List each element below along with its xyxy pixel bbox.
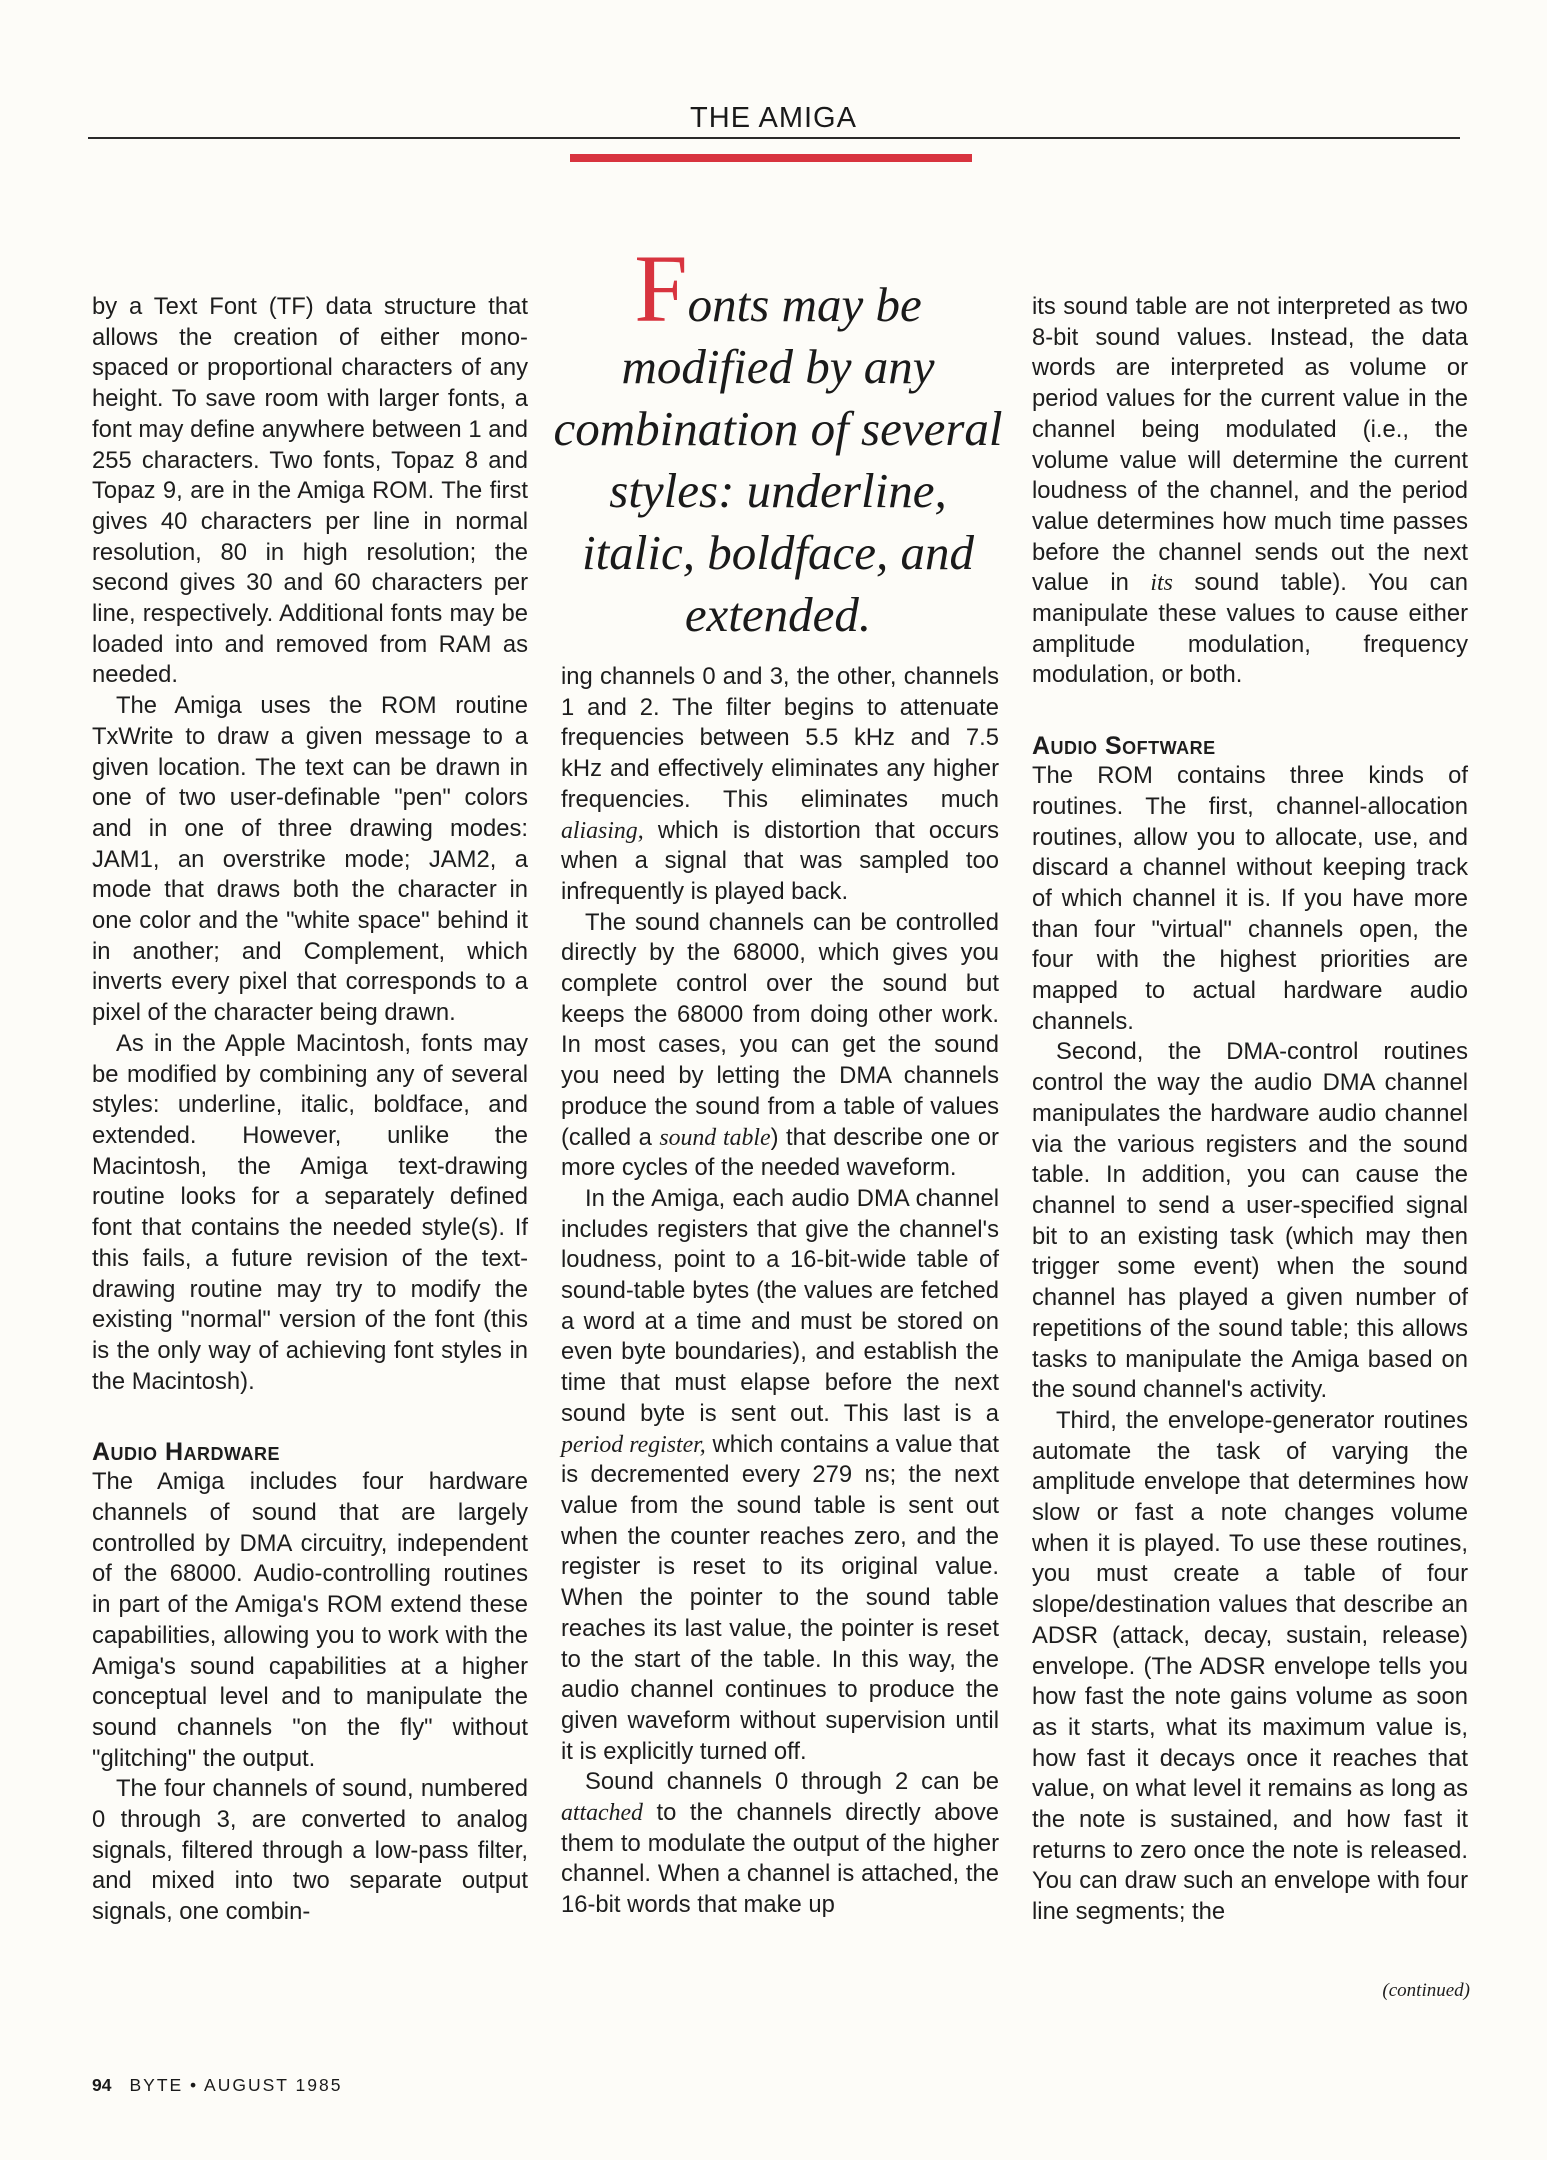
col3-p1-text: its sound table are not interpreted as two 8-bit sound values. Instead, the data words are interpreted as volume or period values for the current value in the channel being modulated (i.e., the volume value will determine the current loudness of the channel, and the period value determines how much time passes before the channel sends out the next value in — [1032, 293, 1468, 597]
col1-paragraph-3: As in the Apple Macintosh, fonts may be modified by combining any of several styles: underline, italic, boldface, and extended. However, unlike the Macintosh, the Amiga text-drawing routine looks for a separately defined font that contains the needed style(s). If this fails, a future revision of the text-drawing routine may try to modify the existing "normal" version of the font (this is the only way of achieving font styles in the Macintosh). — [92, 1029, 528, 1395]
heading-audio-hardware: Audio Hardware — [92, 1438, 281, 1467]
col1-paragraph-5: The four channels of sound, numbered 0 through 3, are converted to analog signals, filtered through a low-pass filter, and mixed into two separate output signals, one combin- — [92, 1775, 528, 1926]
col2-p3-end: which contains a value that is decremented every 279 ns; the next value from the sound table is sent out when the counter reaches zero, and the register is reset to its original value. When the pointer to the sound table reaches its last value, the pointer is reset to the start of the table. In this way, the audio channel continues to produce the given waveform without supervision until it is explicitly turned off. — [561, 1430, 999, 1765]
col2-p4-text: Sound channels 0 through 2 can be — [585, 1768, 999, 1796]
col3-paragraph-1 — [1032, 292, 1468, 691]
running-header: THE AMIGA — [690, 102, 857, 134]
publication-line: BYTE • AUGUST 1985 — [129, 2075, 343, 2095]
col2-p3-text: In the Amiga, each audio DMA channel includes registers that give the channel's loudness, point to a 16-bit-wide table of sound-table bytes (the values are fetched a word at a time and must be stored on even byte boundaries), and establish the time that must elapse before the next sound byte is sent out. This last is a — [561, 1184, 999, 1427]
col2-paragraph-2 — [561, 908, 999, 1184]
column-1 — [92, 292, 528, 1928]
header-rule — [88, 137, 1460, 139]
pull-quote-text: onts may be modified by any combination of several styles: underline, italic, boldface, and extended. — [553, 277, 1003, 642]
column-2 — [561, 662, 999, 1921]
col1-paragraph-4: The Amiga includes four hardware channels of sound that are largely controlled by DMA circuitry, independent of the 68000. Audio-controlling routines in part of the Amiga's ROM extend these capabilities, allowing you to work with the Amiga's sound capabilities at a higher conceptual level and to manipulate the sound channels "on the fly" without "glitching" the output. — [92, 1468, 528, 1772]
continued-note: (continued) — [1382, 1980, 1470, 2001]
heading-audio-software: Audio Software — [1032, 732, 1216, 761]
page-footer — [92, 2075, 342, 2096]
col2-p1-emphasis: aliasing, — [561, 817, 644, 844]
col3-paragraph-4: Third, the envelope-generator routines automate the task of varying the amplitude envelope that determines how slow or fast a note changes volume when it is played. To use these routines, you must create a table of four slope/destination values that describe an ADSR (attack, decay, sustain, release) envelope. (The ADSR envelope tells you how fast the note gains volume as soon as it starts, what its maximum value is, how fast it decays once it reaches that value, on what level it remains as long as the note is sustained, and how fast it returns to zero once the note is released. You can draw such an envelope with four line segments; the — [1032, 1406, 1468, 1926]
col2-p2-emphasis: sound table — [659, 1124, 771, 1151]
col2-paragraph-1 — [561, 662, 999, 908]
col3-p1-emphasis: its — [1150, 570, 1173, 597]
col2-paragraph-3 — [561, 1184, 999, 1767]
col2-paragraph-4 — [561, 1767, 999, 1921]
col3-paragraph-3: Second, the DMA-control routines control the way the audio DMA channel manipulates the hardware audio channel via the various registers and the sound table. In addition, you can cause the channel to send a user-specified signal bit to an existing task (which may then trigger some event) when the sound channel has played a given number of repetitions of the sound table; this allows tasks to manipulate the Amiga based on the sound channel's activity. — [1032, 1038, 1468, 1404]
col1-paragraph-2: The Amiga uses the ROM routine TxWrite to draw a given message to a given location. The text can be drawn in one of two user-definable "pen" colors and in one of three drawing modes: JAM1, an overstrike mode; JAM2, a mode that draws both the character in one color and the "white space" behind it in another; and Complement, which inverts every pixel that corresponds to a pixel of the character being drawn. — [92, 692, 528, 1027]
col2-p3-emphasis: period register, — [561, 1431, 706, 1458]
column-3 — [1032, 292, 1468, 1928]
col1-paragraph-1: by a Text Font (TF) data structure that allows the creation of either mono-spaced or proportional characters of any height. To save room with larger fonts, a font may define anywhere between 1 and 255 characters. Two fonts, Topaz 8 and Topaz 9, are in the Amiga ROM. The first gives 40 characters per line in normal resolution, 80 in high resolution; the second gives 30 and 60 characters per line, respectively. Additional fonts may be loaded into and removed from RAM as needed. — [92, 293, 528, 689]
col3-paragraph-2: The ROM contains three kinds of routines. The first, channel-allocation routines, allow you to allocate, use, and discard a channel without keeping track of which channel it is. If you have more than four "virtual" channels open, the four with the highest priorities are mapped to actual hardware audio channels. — [1032, 762, 1468, 1035]
accent-bar — [570, 154, 972, 162]
col2-p1-end: which is distortion that occurs when a signal that was sampled too infrequently is played back. — [561, 816, 999, 905]
pull-quote — [548, 235, 1008, 646]
col3-p1-end: sound table). You can manipulate these values to cause either amplitude modulation, frequency modulation, or both. — [1032, 569, 1468, 689]
col2-p1-text: ing channels 0 and 3, the other, channels 1 and 2. The filter begins to attenuate frequencies between 5.5 kHz and 7.5 kHz and effectively eliminates any higher frequencies. This eliminates much — [561, 663, 999, 813]
col2-p4-emphasis: attached — [561, 1800, 643, 1827]
page-number: 94 — [92, 2075, 112, 2095]
col2-p4-end: to the channels directly above them to modulate the output of the higher channel. When a channel is attached, the 16-bit words that make up — [561, 1799, 999, 1919]
pull-quote-dropcap: F — [634, 235, 688, 342]
col2-p2-text: The sound channels can be controlled directly by the 68000, which gives you complete control over the sound but keeps the 68000 from doing other work. In most cases, you can get the sound you need by letting the DMA channels produce the sound from a table of values (called a — [561, 908, 999, 1151]
col2-p2-end: ) that describe one or more cycles of the needed waveform. — [561, 1123, 999, 1182]
